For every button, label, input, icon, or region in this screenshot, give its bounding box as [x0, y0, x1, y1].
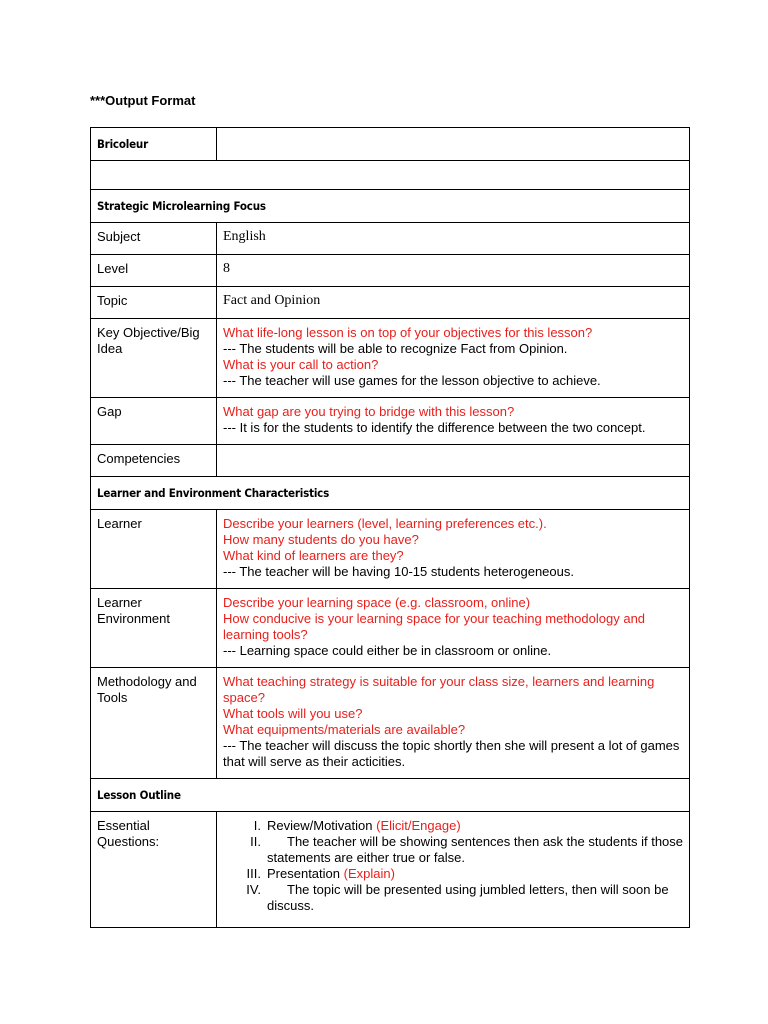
row-environment [91, 589, 690, 668]
methodology-label: Methodology and Tools [91, 668, 217, 779]
row-essential [91, 812, 690, 928]
objective-answer-2: --- The teacher will use games for the lesson objective to achieve. [223, 373, 601, 388]
learner-label: Learner [91, 510, 217, 589]
environment-value [217, 589, 690, 668]
gap-label: Gap [91, 398, 217, 445]
objective-question-1: What life-long lesson is on top of your objectives for this lesson? [223, 325, 593, 340]
list-item-main: The teacher will be showing sentences then ask the students if those statements are either true or false. [267, 834, 684, 865]
row-empty [91, 161, 690, 190]
essential-label: Essential Questions: [91, 812, 217, 928]
learner-question-1: Describe your learners (level, learning preferences etc.). [223, 516, 547, 531]
empty-cell [91, 161, 690, 190]
list-item-text [267, 882, 683, 914]
bricoleur-value [217, 128, 690, 161]
subject-value: English [217, 223, 690, 255]
subject-label: Subject [91, 223, 217, 255]
row-level [91, 255, 690, 287]
environment-question-1: Describe your learning space (e.g. classroom, online) [223, 595, 531, 610]
page-heading: ***Output Format [90, 93, 196, 108]
row-subject [91, 223, 690, 255]
learner-value [217, 510, 690, 589]
list-item-number: II. [250, 834, 261, 849]
row-competencies [91, 445, 690, 477]
objective-label: Key Objective/Big Idea [91, 319, 217, 398]
row-learner [91, 510, 690, 589]
methodology-question-3: What equipments/materials are available? [223, 722, 466, 737]
row-outline-section [91, 779, 690, 812]
gap-value [217, 398, 690, 445]
lesson-plan-table [90, 127, 690, 928]
learner-env-section-title: Learner and Environment Characteristics [91, 477, 690, 510]
list-item-number: IV. [246, 882, 261, 897]
list-item-tag: (Elicit/Engage) [376, 818, 461, 833]
list-item-tag: (Explain) [343, 866, 395, 881]
objective-answer-1: --- The students will be able to recognize Fact from Opinion. [223, 341, 568, 356]
competencies-value [217, 445, 690, 477]
list-item-number: I. [253, 818, 261, 833]
gap-question-1: What gap are you trying to bridge with this lesson? [223, 404, 515, 419]
topic-value: Fact and Opinion [217, 287, 690, 319]
essential-list [223, 818, 683, 914]
learner-answer-1: --- The teacher will be having 10-15 students heterogeneous. [223, 564, 574, 579]
focus-section-title: Strategic Microlearning Focus [91, 190, 690, 223]
list-item-number: III. [246, 866, 261, 881]
learner-question-3: What kind of learners are they? [223, 548, 404, 563]
environment-label: Learner Environment [91, 589, 217, 668]
list-item-main: Presentation [267, 866, 344, 881]
list-item [223, 866, 683, 882]
methodology-answer-1: --- The teacher will discuss the topic shortly then she will present a lot of games that will serve as their acticities. [223, 738, 680, 769]
row-objective [91, 319, 690, 398]
objective-question-2: What is your call to action? [223, 357, 379, 372]
bricoleur-label: Bricoleur [91, 128, 217, 161]
essential-value [217, 812, 690, 928]
outline-section-title: Lesson Outline [91, 779, 690, 812]
row-bricoleur [91, 128, 690, 161]
row-gap [91, 398, 690, 445]
list-item [223, 882, 683, 914]
list-item-text [267, 818, 683, 834]
competencies-label: Competencies [91, 445, 217, 477]
objective-value [217, 319, 690, 398]
level-label: Level [91, 255, 217, 287]
row-focus-section [91, 190, 690, 223]
learner-question-2: How many students do you have? [223, 532, 419, 547]
gap-answer-1: --- It is for the students to identify the difference between the two concept. [223, 420, 646, 435]
list-item-text [267, 834, 683, 866]
environment-question-2: How conducive is your learning space for your teaching methodology and learning tools? [223, 611, 646, 642]
methodology-question-2: What tools will you use? [223, 706, 363, 721]
level-value: 8 [217, 255, 690, 287]
methodology-question-1: What teaching strategy is suitable for your class size, learners and learning space? [223, 674, 655, 705]
list-item [223, 818, 683, 834]
row-topic [91, 287, 690, 319]
list-item-main: Review/Motivation [267, 818, 377, 833]
list-item-main: The topic will be presented using jumbled letters, then will soon be discuss. [267, 882, 669, 913]
environment-answer-1: --- Learning space could either be in classroom or online. [223, 643, 552, 658]
row-learner-env-section [91, 477, 690, 510]
list-item-text [267, 866, 683, 882]
list-item [223, 834, 683, 866]
topic-label: Topic [91, 287, 217, 319]
methodology-value [217, 668, 690, 779]
row-methodology [91, 668, 690, 779]
